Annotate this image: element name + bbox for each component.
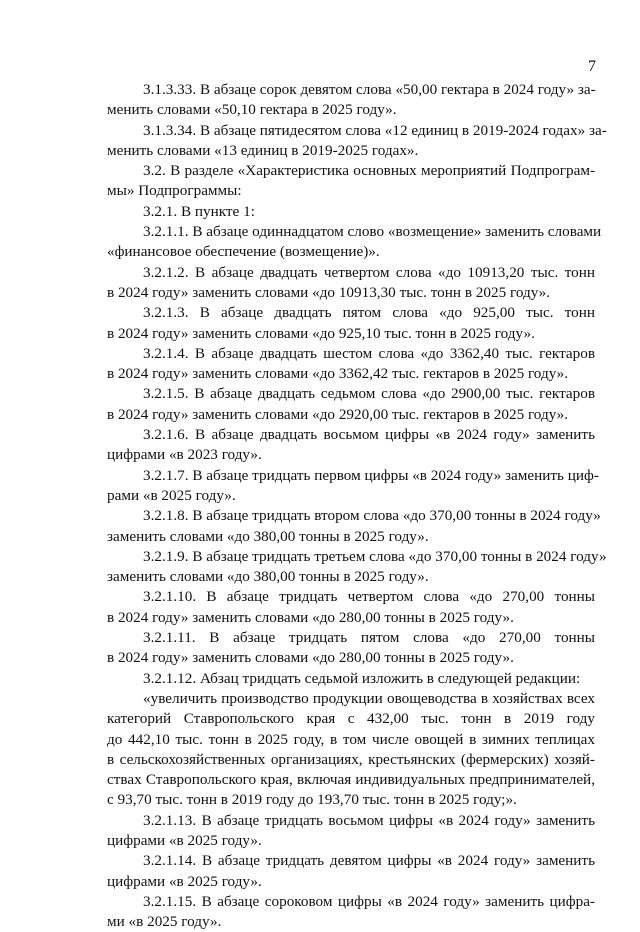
text-line: 3.2.1.5. В абзаце двадцать седьмом слова «до 2900,00 тыс. гектаров [143,385,595,403]
text-line: заменить словами «до 380,00 тонны в 2025 году». [107,568,429,586]
text-line: 3.2.1.2. В абзаце двадцать четвертом слова «до 10913,20 тыс. тонн [143,263,595,281]
text-line: 3.2.1.15. В абзаце сороковом цифры «в 2024 году» заменить цифра- [143,892,595,910]
text-line: 3.2.1.11. В абзаце тридцать пятом слова «до 270,00 тонны [143,629,595,647]
page-number: 7 [588,58,596,75]
text-line: менить словами «50,10 гектара в 2025 году». [107,101,397,119]
paragraph [107,425,595,466]
text-line: в сельскохозяйственных организациях, крестьянских (фермерских) хозяй- [107,750,595,768]
paragraph [107,80,595,121]
paragraph [107,161,595,202]
text-line: в 2024 году» заменить словами «до 2920,00 тыс. гектаров в 2025 году». [107,405,569,423]
text-line: ми «в 2025 году». [107,913,222,931]
text-line: заменить словами «до 380,00 тонны в 2025 году». [107,527,429,545]
paragraph [107,689,595,811]
text-line: 3.2.1. В пункте 1: [143,202,255,220]
paragraph [107,628,595,669]
text-line: до 442,10 тыс. тонн в 2025 году, в том числе овощей в зимних теплицах [107,730,595,748]
paragraph [107,587,595,628]
text-line: в 2024 году» заменить словами «до 280,00 тонны в 2025 году». [107,649,514,667]
text-line: ствах Ставропольского края, включая индивидуальных предпринимателей, [107,771,595,789]
text-line: 3.2.1.12. Абзац тридцать седьмой изложить в следующей редакции: [143,669,581,687]
text-line: в 2024 году» заменить словами «до 3362,42 тыс. гектаров в 2025 году». [107,365,569,383]
text-line: 3.1.3.33. В абзаце сорок девятом слова «50,00 гектара в 2024 году» за- [143,81,596,98]
text-line: 3.1.3.34. В абзаце пятидесятом слова «12 единиц в 2019-2024 годах» за- [143,121,607,139]
text-line: цифрами «в 2023 году». [107,446,262,464]
text-line: 3.2.1.3. В абзаце двадцать пятом слова «до 925,00 тыс. тонн [143,304,595,322]
paragraph [107,669,595,689]
paragraph [107,466,599,507]
text-line: 3.2.1.7. В абзаце тридцать первом цифры «в 2024 году» заменить циф- [143,466,599,484]
paragraph [107,344,595,385]
text-line: «увеличить производство продукции овощеводства в хозяйствах всех [143,689,595,707]
text-line: 3.2. В разделе «Характеристика основных мероприятий Подпрограм- [143,162,595,180]
text-line: с 93,70 тыс. тонн в 2019 году до 193,70 тыс. тонн в 2025 году;». [107,791,517,809]
paragraph [107,811,595,852]
text-line: 3.2.1.13. В абзаце тридцать восьмом цифры «в 2024 году» заменить [143,811,595,829]
text-line: 3.2.1.6. В абзаце двадцать восьмом цифры «в 2024 году» заменить [143,426,595,444]
text-line: цифрами «в 2025 году». [107,831,262,849]
text-line: в 2024 году» заменить словами «до 10913,30 тыс. тонн в 2025 году». [107,283,551,301]
paragraph [107,892,595,932]
text-line: в 2024 году» заменить словами «до 280,00 тонны в 2025 году». [107,608,514,626]
text-line: 3.2.1.8. В абзаце тридцать втором слова «до 370,00 тонны в 2024 году» [143,507,601,525]
text-line: 3.2.1.4. В абзаце двадцать шестом слова «до 3362,40 тыс. гектаров [143,344,595,362]
paragraph [107,547,607,588]
paragraph [107,202,595,222]
paragraph [107,263,595,304]
text-line: менить словами «13 единиц в 2019-2025 годах». [107,141,419,159]
text-line: категорий Ставропольского края с 432,00 тыс. тонн в 2019 году [107,710,595,728]
text-line: 3.2.1.14. В абзаце тридцать девятом цифры «в 2024 году» заменить [143,852,595,870]
paragraph [107,384,595,425]
text-line: 3.2.1.10. В абзаце тридцать четвертом слова «до 270,00 тонны [143,588,595,606]
document-body [107,80,607,932]
text-line: 3.2.1.9. В абзаце тридцать третьем слова «до 370,00 тонны в 2024 году» [143,547,607,565]
text-line: «финансовое обеспечение (возмещение)». [107,243,380,261]
text-line: цифрами «в 2025 году». [107,872,262,890]
paragraph [107,506,601,547]
text-line: 3.2.1.1. В абзаце одиннадцатом слово «возмещение» заменить словами [143,223,602,241]
paragraph [107,303,595,344]
paragraph [107,222,602,263]
paragraph [107,851,595,892]
text-line: в 2024 году» заменить словами «до 925,10 тыс. тонн в 2025 году». [107,324,535,342]
text-line: рами «в 2025 году». [107,486,236,504]
paragraph [107,121,607,162]
text-line: мы» Подпрограммы: [107,182,242,200]
